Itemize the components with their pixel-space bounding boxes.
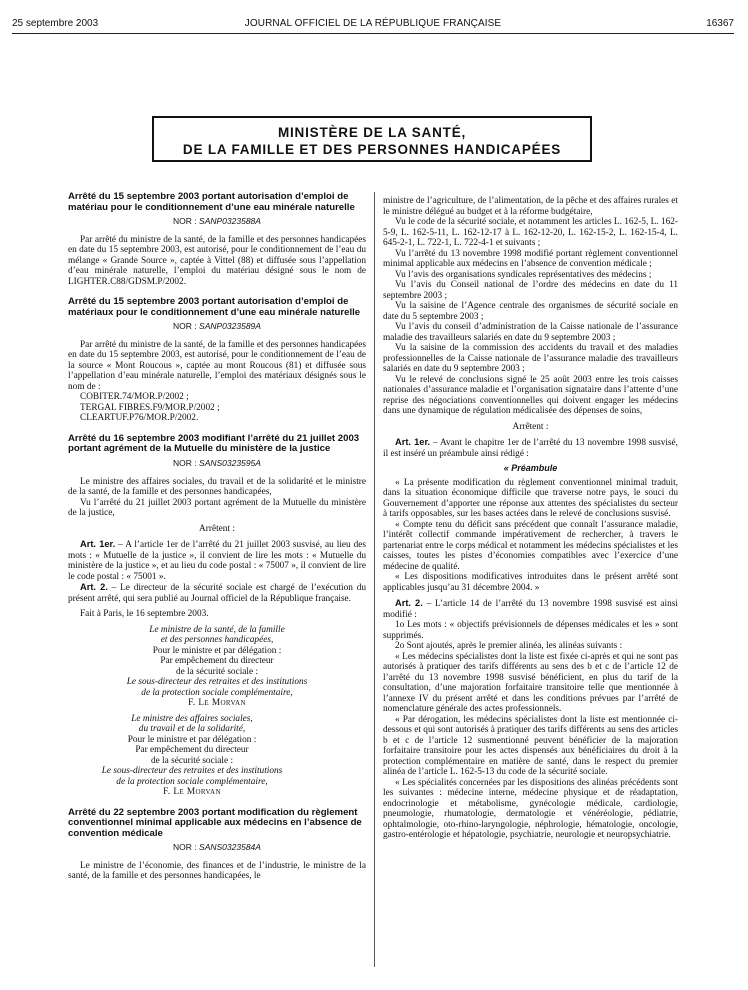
article-4-nor <box>68 842 366 853</box>
right-p1: ministre de l’agriculture, de l’alimentation, de la pêche et des affaires rurales et le ministre délégué au budget et à la réforme budgétaire, <box>383 196 678 217</box>
art-text: – A l’article 1er de l’arrêté du 21 juillet 2003 susvisé, au lieu des mots : « Mutuelle de la justice », il convient de lire les mots : « Mutuelle du ministère de la justice », et au lieu du code postal : « 75007 », il convient de lire le code postal : « 75001 ». <box>68 540 366 582</box>
art-label: Art. 1er. <box>80 539 116 550</box>
signature-block-2 <box>68 714 366 798</box>
right-alinea-3: « Les spécialités concernées par les dispositions des alinéas précédents sont les suivantes : médecine interne, médecine physique et de réadaptation, endocrinologie et métabolisme, gynécologie médicale, cardiologie, pneumologie, rhumatologie, dermatologie et vénéréologie, pédiatrie, ophtalmologie, oto-rhino-laryngologie, néphrologie, hématologie, oncologie, gastro-entérologie et hépatologie, psychiatrie, neurologie et neuropsychiatrie. <box>383 777 678 840</box>
sig-line: Le ministre des affaires sociales, <box>131 713 253 724</box>
article-1-title: Arrêté du 15 septembre 2003 portant autorisation d’emploi de matériau pour le conditionnement d’une eau minérale naturelle <box>68 191 355 213</box>
preambule-p1: « La présente modification du règlement conventionnel minimal traduit, dans la situation économique difficile que traverse notre pays, le souci du Gouvernement d’apporter une réponse aux attentes des spécialistes du secteur à tarifs opposables, sur les bases actées dans le relevé de conclusions susvisé. <box>383 477 678 519</box>
nor-label: NOR : <box>173 216 197 227</box>
header-rule <box>12 33 734 34</box>
sig-line: Le ministre de la santé, de la famille <box>149 624 285 635</box>
right-vu-acoss: Vu la saisine de l’Agence centrale des organismes de sécurité sociale en date du 5 septembre 2003 ; <box>383 301 678 322</box>
article-3-art-1 <box>68 539 366 582</box>
signatory-name: F. Le Morvan <box>188 698 246 709</box>
right-vu-cnam: Vu l’avis du conseil d’administration de la Caisse nationale de l’assurance maladie des travailleurs salariés en date du 9 septembre 2003 ; <box>383 322 678 343</box>
article-3-vu: Vu l’arrêté du 21 juillet 2003 portant agrément de la Mutuelle du ministère de la justice, <box>68 497 366 519</box>
ministry-line-1: MINISTÈRE DE LA SANTÉ, <box>277 125 467 140</box>
preambule-p2: « Compte tenu du déficit sans précédent que connaît l’assurance maladie, l’intérêt collectif commande impérativement de rechercher, à travers le partenariat entre le corps médical et notamment les médecins spécialistes et les caisses, toutes les pistes d’économies compatibles avec l’exercice d’une médecine de qualité. <box>383 519 678 572</box>
nor-code: SANS0323595A <box>199 458 261 469</box>
art-text: – Avant le chapitre 1er de l’arrêté du 13 novembre 1998 susvisé, il est inséré un préambule ainsi rédigé : <box>383 438 678 459</box>
art-label: Art. 2. <box>80 582 108 593</box>
right-column <box>383 196 678 841</box>
nor-code: SANS0323584A <box>199 842 261 853</box>
article-2-title: Arrêté du 15 septembre 2003 portant autorisation d’emploi de matériaux pour le conditionnement d’une eau minérale naturelle <box>68 296 361 318</box>
right-mod-1: 1o Les mots : « objectifs prévisionnels de dépenses médicales et les » sont supprimés. <box>383 620 678 641</box>
art-label: Art. 2. <box>395 598 423 608</box>
article-4-text: Le ministre de l’économie, des finances et de l’industrie, le ministre de la santé, de la famille et des personnes handicapées, le <box>68 860 366 882</box>
sig-line: de la sécurité sociale : <box>175 666 259 677</box>
material-3: CLEARTUF.P76/MOR.P/2002. <box>80 413 199 424</box>
right-art-2 <box>383 598 678 620</box>
left-column <box>68 192 366 882</box>
right-vu-ordre: Vu l’avis du Conseil national de l’ordre des médecins en date du 11 septembre 2003 ; <box>383 280 678 301</box>
ministry-line-2: DE LA FAMILLE ET DES PERSONNES HANDICAPÉES <box>182 142 562 157</box>
article-1-text: Par arrêté du ministre de la santé, de la famille et des personnes handicapées en date du 15 septembre 2003, est autorisé, pour le conditionnement de l’eau du mélange « Grande Source », captée à Vittel (88) et diffusée sous l’appellation d’eau minérale naturelle, l’emploi du matériau désigné sous le nom de LIGHTER.C88/GDSM.P/2002. <box>68 234 366 287</box>
nor-code: SANP0323589A <box>199 321 261 332</box>
preambule-heading: « Préambule <box>503 463 558 473</box>
article-3-preamble: Le ministre des affaires sociales, du travail et de la solidarité et le ministre de la santé, de la famille et des personnes handicapées, <box>68 476 366 498</box>
column-divider <box>374 192 375 967</box>
right-vu-arrete: Vu l’arrêté du 13 novembre 1998 modifié portant règlement conventionnel minimal applicable aux médecins en l’absence de convention médicale ; <box>383 248 678 269</box>
sig-line: de la sécurité sociale : <box>150 755 234 766</box>
article-2-nor <box>68 321 366 332</box>
article-4-title: Arrêté du 22 septembre 2003 portant modification du règlement conventionnel minimal applicable aux médecins en l’absence de convention médicale <box>68 806 362 839</box>
right-arretent: Arrêtent : <box>512 421 549 432</box>
nor-label: NOR : <box>173 321 197 332</box>
article-2-text: Par arrêté du ministre de la santé, de la famille et des personnes handicapées en date du 15 septembre 2003, est autorisé, pour le conditionnement de l’eau de la source « Mont Roucous », captée au mont Roucous (81) et diffusée sous l’appellation d’eau minérale naturelle, l’emploi des matériaux désignés sous le nom de : <box>68 339 366 392</box>
signatory-name: F. Le Morvan <box>163 787 221 798</box>
article-3-arretent: Arrêtent : <box>199 523 235 534</box>
sig-line: du travail et de la solidarité, <box>138 724 246 735</box>
material-1: COBITER.74/MOR.P/2002 ; <box>80 392 189 403</box>
nor-code: SANP0323588A <box>199 216 261 227</box>
art-text: – L’article 14 de l’arrêté du 13 novembre 1998 susvisé est ainsi modifié : <box>383 599 678 620</box>
sig-line: Le sous-directeur des retraites et des institutions <box>101 766 283 777</box>
right-vu-releve: Vu le relevé de conclusions signé le 25 août 2003 entre les trois caisses nationales d’assurance maladie et l’organisation signataire dans l’attente d’une reprise des négociations conventionnelles qui doivent engager les médecins dans une dynamique de régulation médicalisée des dépenses de soins, <box>383 374 678 416</box>
right-alinea-1: « Les médecins spécialistes dont la liste est fixée ci-après et qui ne sont pas autorisés à pratiquer des tarifs différents au sens des b et c de l’article 12 de l’arrêté du 13 novembre 1998 susvisé bénéficient, en plus du tarif de la consultation, d’une majoration forfaitaire transitoire telle que mentionnée à l’annexe IV du présent arrêté et dans les conditions prévues par l’arrêté de nomenclature générale des actes professionnels. <box>383 651 678 714</box>
article-3-nor <box>68 458 366 469</box>
article-3-art-2 <box>68 582 366 604</box>
art-label: Art. 1er. <box>395 437 431 447</box>
sig-line: de la protection sociale complémentaire, <box>116 776 268 787</box>
right-vu-syndicats: Vu l’avis des organisations syndicales représentatives des médecins ; <box>395 269 652 280</box>
sig-line: Le sous-directeur des retraites et des institutions <box>126 677 308 688</box>
signature-block-1 <box>68 625 366 709</box>
header-date: 25 septembre 2003 <box>12 18 99 29</box>
right-mod-2: 2o Sont ajoutés, après le premier alinéa, les alinéas suivants : <box>395 641 623 651</box>
art-text: – Le directeur de la sécurité sociale est chargé de l’exécution du présent arrêté, qui sera publié au Journal officiel de la République française. <box>68 583 366 604</box>
article-3-title: Arrêté du 16 septembre 2003 modifiant l’arrêté du 21 juillet 2003 portant agrément de la Mutuelle du ministère de la justice <box>68 432 360 455</box>
nor-label: NOR : <box>173 458 197 469</box>
article-3-fait: Fait à Paris, le 16 septembre 2003. <box>80 609 209 620</box>
nor-label: NOR : <box>173 842 197 853</box>
right-art-1 <box>383 437 678 459</box>
sig-line: Pour le ministre et par délégation : <box>127 734 257 745</box>
article-1-nor <box>68 216 366 227</box>
header-journal-title: JOURNAL OFFICIEL DE LA RÉPUBLIQUE FRANÇAISE <box>244 18 502 29</box>
ministry-box <box>152 116 592 162</box>
right-vu-commission: Vu la saisine de la commission des accidents du travail et des maladies professionnelles de la Caisse nationale de l’assurance maladie des travailleurs salariés en date du 9 septembre 2003 ; <box>383 343 678 374</box>
sig-line: Pour le ministre et par délégation : <box>152 645 282 656</box>
sig-line: Par empêchement du directeur <box>135 745 249 756</box>
right-alinea-2: « Par dérogation, les médecins spécialistes dont la liste est mentionnée ci-dessous et qui sont autorisés à pratiquer des tarifs différents au sens des articles b et c de l’article 12 susmentionné peuvent bénéficier de la majoration forfaitaire transitoire pour les actes dispensés aux bénéficiaires du droit à la protection complémentaire en matière de santé, dans le respect du premier alinéa de l’article L. 162-5-13 du code de la sécurité sociale. <box>383 714 678 777</box>
header-page-number: 16367 <box>706 18 734 29</box>
sig-line: Par empêchement du directeur <box>160 656 274 667</box>
material-2: TERGAL FIBRES.F9/MOR.P/2002 ; <box>80 402 220 413</box>
sig-line: et des personnes handicapées, <box>160 635 274 646</box>
right-vu-code: Vu le code de la sécurité sociale, et notamment les articles L. 162-5, L. 162-5-9, L. 162-5-11, L. 162-12-17 à L. 162-12-20, L. 162-15-2, L. 162-15-4, L. 645-2-1, L. 722-1, L. 722-4-1 et suivants ; <box>383 217 678 248</box>
page-header <box>12 18 734 32</box>
preambule-p3: « Les dispositions modificatives introduites dans le présent arrêté sont applicables jusqu’au 31 décembre 2004. » <box>383 572 678 593</box>
sig-line: de la protection sociale complémentaire, <box>141 687 293 698</box>
